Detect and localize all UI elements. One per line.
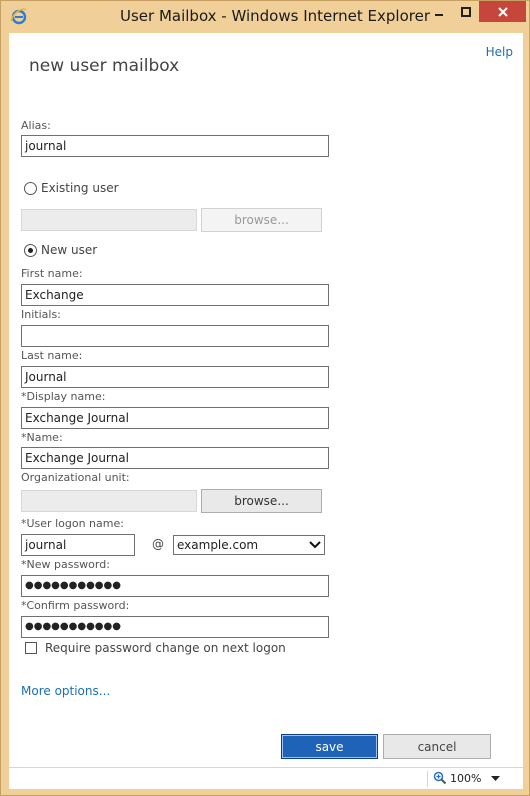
display-name-label: *Display name: <box>21 390 106 403</box>
page-content <box>9 33 523 789</box>
existing-user-field <box>21 209 197 231</box>
radio-unchecked-icon <box>24 182 37 195</box>
minimize-icon <box>434 7 444 17</box>
existing-user-browse-button: browse... <box>201 208 322 232</box>
status-divider <box>427 771 428 787</box>
last-name-field[interactable]: Journal <box>21 366 329 388</box>
last-name-label: Last name: <box>21 349 83 362</box>
new-password-field[interactable]: ●●●●●●●●●●● <box>21 575 329 597</box>
close-icon <box>498 7 508 17</box>
first-name-field[interactable]: Exchange <box>21 284 329 306</box>
page-title: new user mailbox <box>29 56 180 76</box>
close-button[interactable] <box>479 1 526 22</box>
zoom-level: 100% <box>450 771 482 785</box>
ou-browse-button[interactable]: browse... <box>201 489 322 513</box>
name-field[interactable]: Exchange Journal <box>21 447 329 469</box>
display-name-field[interactable]: Exchange Journal <box>21 407 329 429</box>
existing-user-label: Existing user <box>41 181 119 195</box>
maximize-icon <box>461 7 471 17</box>
alias-label: Alias: <box>21 119 51 132</box>
cancel-button[interactable]: cancel <box>383 734 491 759</box>
domain-select[interactable] <box>173 535 325 555</box>
logon-name-field[interactable]: journal <box>21 534 135 556</box>
radio-checked-icon <box>24 244 37 257</box>
ou-field <box>21 490 197 512</box>
require-password-change-checkbox[interactable] <box>25 641 286 655</box>
zoom-icon <box>433 771 447 785</box>
status-bar <box>9 767 523 789</box>
confirm-password-field[interactable]: ●●●●●●●●●●● <box>21 616 329 638</box>
chevron-down-icon <box>309 541 321 549</box>
ou-label: Organizational unit: <box>21 471 130 484</box>
new-user-label: New user <box>41 243 98 257</box>
more-options-link[interactable]: More options... <box>21 684 111 698</box>
help-link[interactable]: Help <box>485 45 513 59</box>
maximize-button[interactable] <box>452 1 479 22</box>
first-name-label: First name: <box>21 267 83 280</box>
alias-field[interactable]: journal <box>21 135 329 157</box>
existing-user-radio[interactable] <box>24 181 119 195</box>
zoom-dropdown-icon[interactable] <box>491 776 500 782</box>
title-bar[interactable] <box>1 1 529 33</box>
initials-label: Initials: <box>21 308 61 321</box>
at-sign: @ <box>152 537 164 551</box>
new-password-label: *New password: <box>21 558 110 571</box>
checkbox-unchecked-icon <box>25 642 37 654</box>
save-button[interactable]: save <box>281 734 378 759</box>
initials-field[interactable] <box>21 325 329 347</box>
logon-name-label: *User logon name: <box>21 517 124 530</box>
window-title: User Mailbox - Windows Internet Explorer <box>120 7 430 25</box>
domain-value: example.com <box>177 538 259 552</box>
require-password-change-label: Require password change on next logon <box>45 641 286 655</box>
name-label: *Name: <box>21 431 63 444</box>
new-user-radio[interactable] <box>24 243 97 257</box>
zoom-control[interactable] <box>433 771 481 785</box>
minimize-button[interactable] <box>425 1 452 22</box>
confirm-password-label: *Confirm password: <box>21 599 130 612</box>
